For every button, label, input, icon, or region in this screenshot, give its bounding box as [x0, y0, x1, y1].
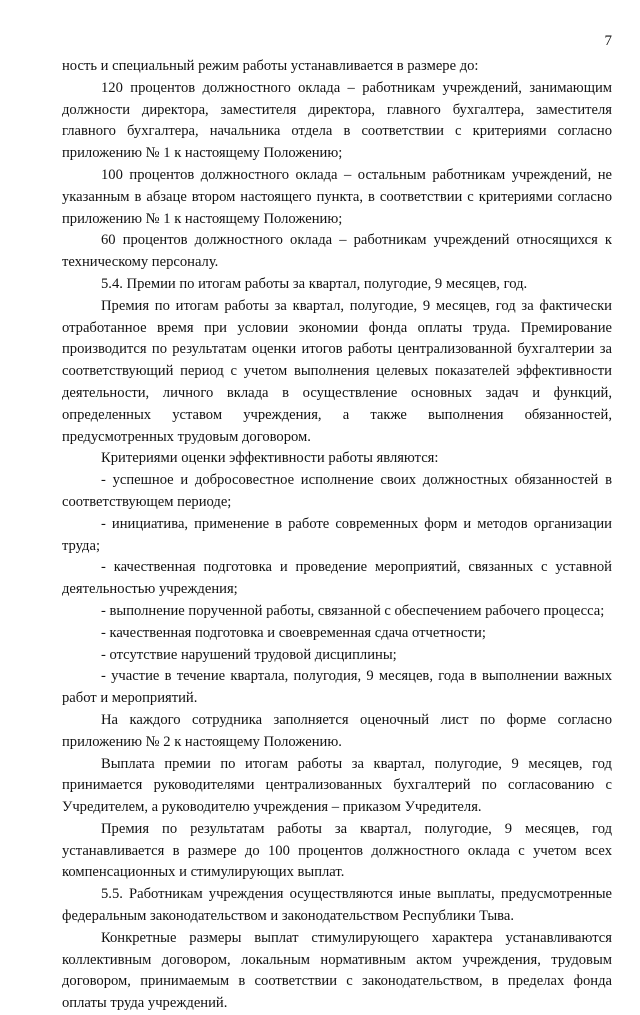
paragraph: Критериями оценки эффективности работы являются: — [101, 450, 439, 467]
list-item: - успешное и добросовестное исполнение своих должностных обязанностей в соответствующем периоде; — [62, 472, 612, 510]
paragraph: Премия по результатам работы за квартал, полугодие, 9 месяцев, год устанавливается в размере до 100 процентов должностного оклада с учетом всех компенсационных и стимулирующих выплат. — [62, 820, 612, 881]
paragraph: 60 процентов должностного оклада – работникам учреждений относящихся к техническому персоналу. — [62, 232, 612, 271]
document-body — [62, 56, 612, 1015]
section-5-5: 5.5. Работникам учреждения осуществляются иные выплаты, предусмотренные федеральным законодательством и законодательством Республики Тыва. — [62, 886, 612, 925]
paragraph: Выплата премии по итогам работы за квартал, полугодие, 9 месяцев, год принимается руководителями централизованных бухгалтерий по согласованию с Учредителем, а руководителю учреждения – приказом Учредителя. — [62, 755, 612, 816]
list-item: - качественная подготовка и проведение мероприятий, связанных с уставной деятельностью учреждения; — [62, 559, 612, 598]
paragraph: Конкретные размеры выплат стимулирующего характера устанавливаются коллективным договором, локальным нормативным актом учреждения, трудовым договором, принимаемым в соответствии с законодательством, в пределах фонда оплаты труда учреждений. — [62, 929, 612, 1012]
list-item: - инициатива, применение в работе современных форм и методов организации труда; — [62, 515, 612, 554]
paragraph: Премия по итогам работы за квартал, полугодие, 9 месяцев, год за фактически отработанное время при условии экономии фонда оплаты труда. Премирование производится по результатам оценки итогов работы централизованной бухгалтерии за соответствующий период с учетом выполнения целевых показателей эффективности деятельности, личного вклада в осуществление основных задач и функций, определенных уставом учреждения, а также выполнения обязанностей, предусмотренных трудовым договором. — [62, 297, 612, 445]
list-item: - отсутствие нарушений трудовой дисциплины; — [101, 646, 397, 663]
list-item: - качественная подготовка и своевременная сдача отчетности; — [101, 624, 486, 641]
paragraph: 100 процентов должностного оклада – остальным работникам учреждений, не указанным в абзаце втором настоящего пункта, в соответствии с критериями согласно приложению № 1 к настоящему Положению; — [62, 166, 612, 227]
paragraph-continuation: ность и специальный режим работы устанавливается в размере до: — [62, 58, 479, 74]
paragraph: На каждого сотрудника заполняется оценочный лист по форме согласно приложению № 2 к настоящему Положению. — [62, 711, 612, 750]
paragraph: 120 процентов должностного оклада – работникам учреждений, занимающим должности директора, заместителя директора, главного бухгалтера, заместителя главного бухгалтера, начальника отдела в соответствии с критериями согласно приложению № 1 к настоящему Положению; — [62, 79, 612, 162]
page-number: 7 — [604, 33, 612, 49]
list-item: - выполнение порученной работы, связанной с обеспечением рабочего процесса; — [101, 602, 605, 619]
section-heading-5-4: 5.4. Премии по итогам работы за квартал, полугодие, 9 месяцев, год. — [101, 275, 528, 292]
list-item: - участие в течение квартала, полугодия, 9 месяцев, года в выполнении важных работ и мероприятий. — [62, 668, 612, 707]
